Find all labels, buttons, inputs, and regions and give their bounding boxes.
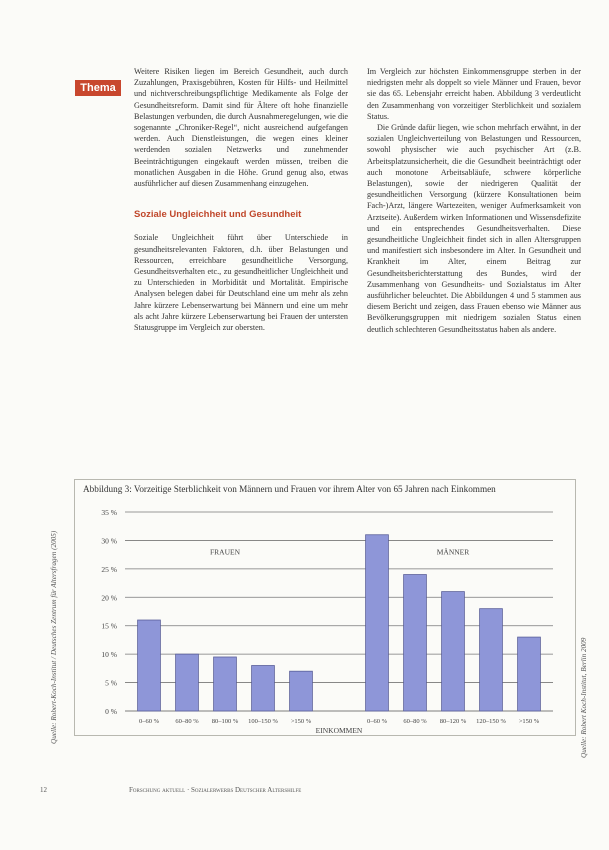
bar bbox=[442, 592, 465, 711]
bar bbox=[252, 666, 275, 711]
x-tick-label: 120–150 % bbox=[476, 718, 506, 725]
bar bbox=[214, 657, 237, 711]
bar bbox=[176, 654, 199, 711]
chart-title: Abbildung 3: Vorzeitige Sterblichkeit von Männern und Frauen vor ihrem Alter von 65 Jahren nach Einkommen bbox=[83, 484, 496, 494]
x-axis-label: EINKOMMEN bbox=[315, 726, 363, 735]
source-text: Quelle: Robert-Koch-Institut / Deutsches Zentrum für Altersfragen (2005) bbox=[50, 530, 58, 744]
y-tick-label: 35 % bbox=[101, 508, 117, 517]
x-tick-label: 60–80 % bbox=[403, 718, 427, 725]
paragraph: Weitere Risiken liegen im Bereich Gesundheit, auch durch Zuzahlungen, Praxisgebühren, Kosten für Hilfs- und Heilmittel und nichtverschreibungspflichtige Medikamente als Folge der Gesundheitsreform. Damit sind für Ältere oft hohe finanzielle Belastungen verbunden, die durch Ausnahmeregelungen, wie die sogenannte „Chroniker-Regel“, nicht ausreichend aufgefangen werden. Auch Dienstleistungen, die wegen eines kleiner werdenden sozialen Netzwerks und zunehmender Beeinträchtigungen eingekauft werden müssen, treiben die monatlichen Ausgaben in die Höhe. Grund genug also, etwas ausführlicher auf diesen Zusammenhang einzugehen. bbox=[134, 67, 348, 189]
x-tick-label: >150 % bbox=[518, 718, 540, 725]
bar bbox=[518, 637, 541, 711]
source-note-left bbox=[46, 490, 60, 745]
text-column-right bbox=[367, 66, 581, 335]
page-number: 12 bbox=[40, 786, 47, 794]
y-tick-label: 0 % bbox=[105, 707, 117, 716]
y-tick-label: 10 % bbox=[101, 650, 117, 660]
bar-chart bbox=[75, 480, 575, 735]
bar bbox=[138, 620, 161, 711]
paragraph: Die Gründe dafür liegen, wie schon mehrfach erwähnt, in der sozialen Ungleichverteilung von Belastungen und Ressourcen, sowohl physischer wie auch psychischer Art (z.B. Arbeitsplatzunsicherheit, die die Gesundheit beeinträchtigt oder auch monotone Arbeitsabläufe, schwere körperliche Belastungen), sowie der niedrigeren Qualität der gesundheitlichen Versorgung (kürzere Konsultationen beim Fach-)Arzt, längere Wartezeiten, weniger Aufmerksamkeit von Arztseite). Außerdem wirken Informationen und Wissensdefizite und ein entsprechendes Gesundheitsverhalten. Diese gesundheitliche Ungleichheit findet sich in allen Altersgruppen und manifestiert sich insbesondere im Alter. In Gesundheit und Krankheit im Alter, einem Beitrag zur Gesundheitsberichterstattung des Bundes, wird der Zusammenhang von Gesundheits- und Sozialstatus im Alter ausführlicher beleuchtet. Die Abbildungen 4 und 5 stammen aus diesem Bericht und zeigen, dass Frauen ebenso wie Männer aus Bevölkerungsgruppen mit niedrigem sozialen Status einen deutlich schlechteren Gesundheitsstatus haben als andere. bbox=[367, 123, 581, 334]
bar bbox=[404, 575, 427, 711]
paragraph: Im Vergleich zur höchsten Einkommensgruppe sterben in der niedrigsten mehr als doppelt so viele Männer und Frauen, bevor sie das 65. Lebensjahr erreicht haben. Abbildung 3 verdeutlicht den Zusammenhang von vorzeitiger Sterblichkeit und sozialem Status. bbox=[367, 67, 581, 121]
y-tick-label: 25 % bbox=[101, 564, 117, 574]
x-tick-label: 100–150 % bbox=[248, 718, 278, 725]
chart-figure bbox=[74, 479, 576, 736]
bar bbox=[480, 609, 503, 711]
paragraph: Soziale Ungleichheit führt über Unterschiede in gesundheitsrelevanten Faktoren, d.h. über Belastungen und Ressourcen, erreichbare gesundheitliche Versorgung, Gesundheitsverhalten etc., zu gesundheitlicher Ungleichheit und zu Unterschieden in Morbidität und Mortalität. Empirische Analysen belegen dabei für Deutschland eine um mehr als zehn Jahre kürzere Lebenserwartung bei Männern und eine um mehr als acht Jahre kürzere Lebenserwartung bei Frauen der untersten Statusgruppe im Vergleich zur obersten. bbox=[134, 233, 348, 333]
source-note-right bbox=[576, 600, 590, 760]
bar bbox=[290, 671, 313, 711]
source-text: Quelle: Robert Koch-Institut, Berlin 2009 bbox=[580, 637, 588, 758]
y-tick-label: 5 % bbox=[105, 678, 117, 688]
x-tick-label: 60–80 % bbox=[175, 718, 199, 725]
x-tick-label: 0–60 % bbox=[366, 718, 388, 725]
bar bbox=[366, 535, 389, 711]
y-tick-label: 20 % bbox=[101, 593, 117, 603]
x-tick-label: >150 % bbox=[290, 718, 312, 725]
section-heading: Soziale Ungleichheit und Gesundheit bbox=[134, 209, 302, 221]
y-tick-label: 15 % bbox=[101, 621, 117, 631]
x-tick-label: 0–60 % bbox=[138, 718, 160, 725]
group-label: FRAUEN bbox=[209, 547, 241, 557]
x-tick-label: 80–120 % bbox=[439, 718, 467, 725]
group-label: MÄNNER bbox=[436, 547, 470, 557]
thema-label: Thema bbox=[75, 80, 121, 96]
x-tick-label: 80–100 % bbox=[211, 718, 239, 725]
text-column-left bbox=[134, 66, 348, 333]
journal-name: Forschung aktuell · Sozialerwerbs Deutscher Altershilfe bbox=[129, 786, 302, 794]
y-tick-label: 30 % bbox=[101, 536, 117, 546]
